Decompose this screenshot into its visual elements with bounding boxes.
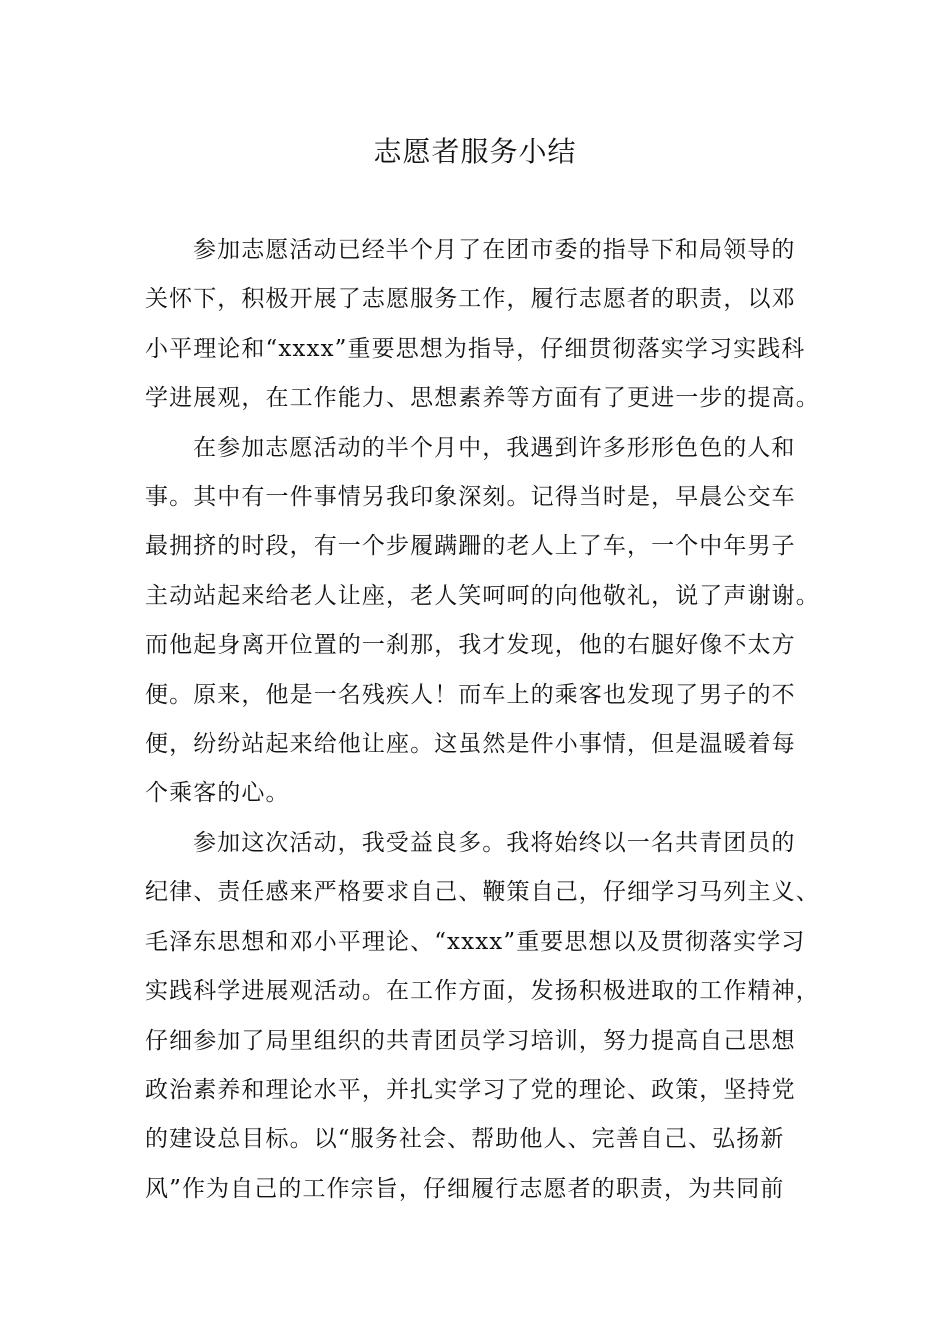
paragraph-3-line-3: 毛泽东思想和邓小平理论、“xxxx”重要思想以及贯彻落实学习 (145, 928, 806, 955)
paragraph-1-line-4: 学进展观，在工作能力、思想素养等方面有了更进一步的提高。 (145, 385, 820, 412)
paragraph-2-line-8: 个乘客的心。 (145, 780, 290, 807)
paragraph-3-line-5: 仔细参加了局里组织的共青团员学习培训，努力提高自己思想 (145, 1027, 796, 1054)
paragraph-2-line-2: 事。其中有一件事情另我印象深刻。记得当时是，早晨公交车 (145, 484, 796, 511)
paragraph-2-line-3: 最拥挤的时段，有一个步履蹒跚的老人上了车，一个中年男子 (145, 533, 796, 560)
paragraph-2-line-1: 在参加志愿活动的半个月中，我遇到许多形形色色的人和 (193, 434, 796, 461)
paragraph-1-line-2: 关怀下，积极开展了志愿服务工作，履行志愿者的职责，以邓 (145, 286, 796, 313)
paragraph-3-line-1: 参加这次活动，我受益良多。我将始终以一名共青团员的 (193, 829, 796, 856)
document-title: 志愿者服务小结 (373, 135, 577, 168)
document-body (145, 226, 825, 1214)
paragraph-2-line-5: 而他起身离开位置的一刹那，我才发现，他的右腿好像不太方 (145, 632, 796, 659)
paragraph-3-line-7: 的建设总目标。以“服务社会、帮助他人、完善自己、弘扬新 (145, 1126, 785, 1153)
paragraph-2-line-7: 便，纷纷站起来给他让座。这虽然是件小事情，但是温暖着每 (145, 731, 796, 758)
paragraph-3-line-6: 政治素养和理论水平，并扎实学习了党的理论、政策，坚持党 (145, 1076, 796, 1103)
paragraph-3-line-4: 实践科学进展观活动。在工作方面，发扬积极进取的工作精神， (145, 978, 820, 1005)
paragraph-3-line-8: 风”作为自己的工作宗旨，仔细履行志愿者的职责，为共同前 (145, 1175, 785, 1202)
paragraph-2-line-4: 主动站起来给老人让座，老人笑呵呵的向他敬礼，说了声谢谢。 (145, 582, 820, 609)
paragraph-1-line-3: 小平理论和“xxxx”重要思想为指导，仔细贯彻落实学习实践科 (145, 335, 806, 362)
paragraph-1-line-1: 参加志愿活动已经半个月了在团市委的指导下和局领导的 (193, 237, 796, 263)
paragraph-3-line-2: 纪律、责任感来严格要求自己、鞭策自己，仔细学习马列主义、 (145, 879, 820, 906)
paragraph-2-line-6: 便。原来，他是一名残疾人！而车上的乘客也发现了男子的不 (145, 681, 796, 708)
